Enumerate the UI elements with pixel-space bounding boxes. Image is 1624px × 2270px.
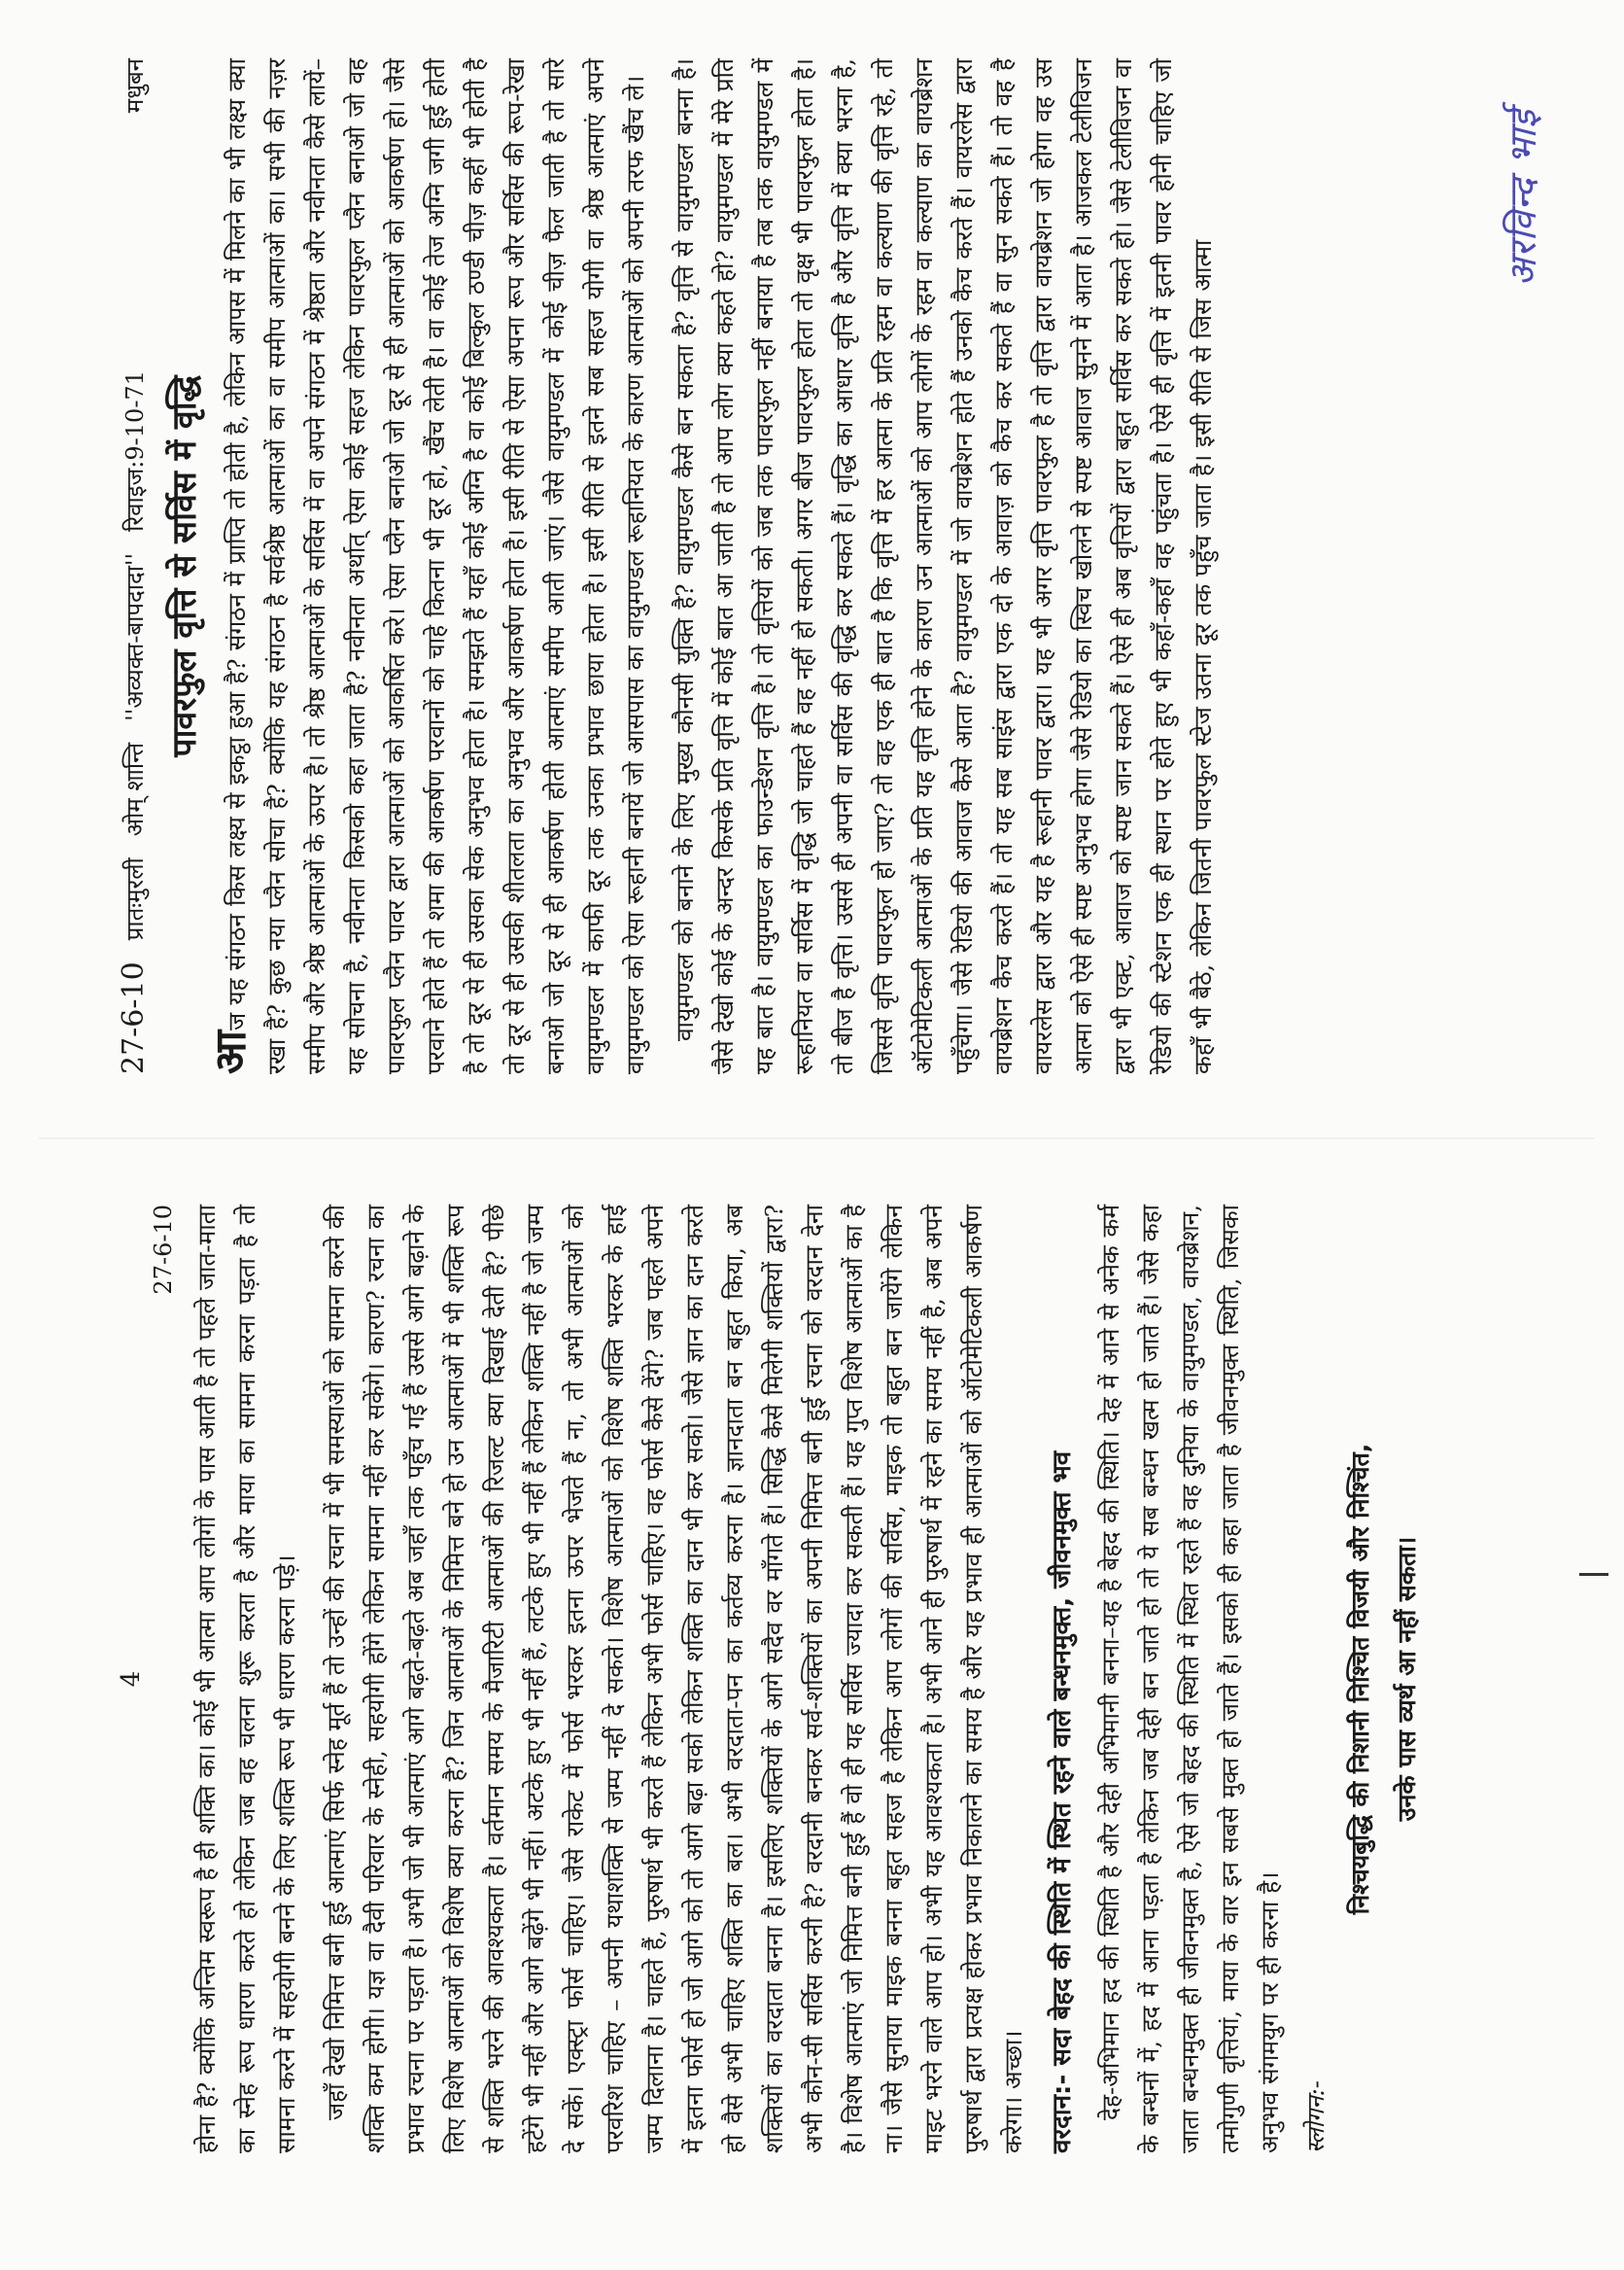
left-paragraph-1: होना है? क्योंकि अन्तिम स्वरूप है ही शक्ति का। कोई भी आत्मा आप लोगों के पास आती है तो पहले जात-माता का स्नेह रूप धारण करते हो लेकिन जब वह चलना शुरू करता है और माया का सामना करना पड़ता है तो सामना करने में सहयोगी बनने के लिए शक्ति रूप भी धारण करना पड़े।: [192, 1205, 300, 2153]
right-page: [0, 0, 1624, 1133]
slogan: [1337, 1205, 1431, 2153]
header-revised: रिवाइज:9-10-71: [121, 370, 149, 532]
vardan-text: देह-अभिमान हद की स्थिति है और देही अभिमानी बनना–यह है बेहद की स्थिति। देह में आने से अनेक कर्म के बन्धनों में, हद में आना पड़ता है लेकिन जब देही बन जाते हो तो ये सब बन्धन खत्म हो जाते हैं। जैसे कहा जाता बन्धनमुक्त ही जीवनमुक्त है, ऐसे जो बेहद की स्थिति में स्थित रहते हैं वह दुनिया के वायुमण्डल, वायब्रेशन, तमोगुणी वृत्तियां, माया के वार इन सबसे मुक्त हो जाते हैं। इसको ही कहा जाता है जीवनमुक्त स्थिति, जिसका अनुभव संगमयुग पर ही करना है।: [1096, 1205, 1284, 2153]
vardan-heading: वरदान:- सदा बेहद की स्थिति में स्थित रहने वाले बन्धनमुक्त, जीवनमुक्त भव: [1048, 1450, 1077, 2153]
header-date: 27-6-10: [117, 961, 151, 1074]
slogan-line-1: निश्चयबुद्धि की निशानी निश्चित विजयी और निश्चिंत,: [1346, 1443, 1374, 1915]
edge-mark: [1579, 1573, 1608, 1576]
slogan-line-2: उनके पास व्यर्थ आ नहीं सकता।: [1393, 1536, 1421, 1822]
header-speaker: ''अव्यक्त-बापदादा'': [121, 552, 149, 721]
slogan-label: स्लोगन:-: [1302, 2080, 1330, 2153]
left-page-date: 27-6-10: [150, 1205, 177, 1295]
right-paragraph-1: [206, 58, 655, 1074]
drop-cap: आ: [206, 1030, 256, 1074]
left-paragraph-2: जहाँ देखो निमित्त बनी हुई आत्माएं सिर्फ स्नेह मूर्त हैं तो उन्हों की रचना में भी समस्याओं को सामना करने की शक्ति कम होगी। यज्ञ वा दैवी परिवार के स्नेही, सहयोगी होंगे लेकिन सामना नहीं कर सकेंगे। कारण? रचना का प्रभाव रचना पर पड़ता है। अभी जो भी आत्माएं आगे बढ़ते-बढ़ते अब जहाँ तक पहुँच गई हैं उससे आगे बढ़ाने के लिए विशेष आत्माओं को विशेष क्या करना है? जिन आत्माओं के निमित्त बने हो उन आत्माओं में भी शक्ति रूप से शक्ति भरने की आवश्यकता है। वर्तमान समय के मैजारिटी आत्माओं की रिजल्ट क्या दिखाई देती है? पीछे हटेंगे भी नहीं और आगे बढ़ेंगे भी नहीं। अटके हुए भी नहीं हैं, लटके हुए भी नहीं हैं लेकिन शक्ति नहीं है जो जम्प दे सकें। एक्स्ट्रा फोर्स चाहिए। जैसे राकेट में फोर्स भरकर इतना ऊपर भेजते हैं ना, तो अभी आत्माओं को परवरिश चाहिए – अपनी यथाशक्ति से जम्प नहीं दे सकते। विशेष आत्माओं को विशेष शक्ति भरकर के हाई जम्प दिलाना है। चाहते हैं, पुरुषार्थ भी करते हैं लेकिन अभी फोर्स चाहिए। वह फोर्स कैसे देंगे? जब पहले अपने में इतना फोर्स हो जो आगे को तो आगे बढ़ा सको लेकिन शक्ति का दान भी कर सको। जैसे ज्ञान का दान करते हो वैसे अभी चाहिए शक्ति का बल। अभी वरदाता-पन का कर्तव्य करना है। ज्ञानदाता बन बहुत किया, अब शक्तियों का वरदाता बनना है। इसलिए शक्तियों के आगे सदैव वर माँगते हैं। सिद्धि कैसे मिलेगी शक्तियों द्वारा? अभी कौन-सी सर्विस करनी है? वरदानी बनकर सर्व-शक्तियों का अपनी निमित्त बनी हुई रचना को वरदान देना है। विशेष आत्माएं जो निमित्त बनी हुई हैं वो ही यह सर्विस ज्यादा कर सकती हैं। यह गुप्त विशेष आत्माओं का है ना। जैसे सुनाया माइक बनना बहुत सहज है लेकिन आप लोगों की सर्विस, माइक तो बहुत बन जायेंगे लेकिन माइट भरने वाले आप हो। अभी यह आवश्यकता है। अभी आने ही पुरुषार्थ में रहने का समय नहीं है, अब अपने पुरुषार्थ द्वारा प्रत्यक्ष होकर प्रभाव निकालने का समय है और यह प्रभाव ही आत्माओं को ऑटोमेटिकली आकर्षण करेगा। अच्छा।: [322, 1205, 1027, 2153]
right-paragraph-2: वायुमण्डल को बनाने के लिए मुख्य कौनसी युक्ति है? वायुमण्डल कैसे बन सकता है? वृत्ति से वायुमण्डल बनना है। जैसे देखो कोई के अन्दर किसके प्रति वृत्ति में कोई बात आ जाती है तो आप लोग क्या कहते हो? वायुमण्डल में मेरे प्रति यह बात है। वायुमण्डल का फाउन्डेशन वृत्ति है। तो वृत्तियों को जब तक पावरफुल नहीं बनाया है तब तक वायुमण्डल में रूहानियत वा सर्विस में वृद्धि जो चाहते हैं वह नहीं हो सकती। अगर बीज पावरफुल होता तो वृक्ष भी पावरफुल होता है। तो बीज है वृत्ति। उससे ही अपनी वा सर्विस की वृद्धि कर सकते हैं। वृद्धि का आधार वृत्ति है और वृत्ति में क्या भरना है, जिससे वृत्ति पावरफुल हो जाए? तो वह एक ही बात है कि वृत्ति में हर आत्मा के प्रति रहम वा कल्याण की वृत्ति रहे, तो ऑटोमेटिकली आत्माओं के प्रति यह वृत्ति होने के कारण उन आत्माओं को आप लोगों के रहम वा कल्याण का वायब्रेशन पहुँचेगा। जैसे रेडियो की आवाज कैसे आता है? वायुमण्डल में जो वायब्रेशन होते हैं उनको कैच करते हैं। वायरलेस द्वारा वायब्रेशन कैच करते हैं। तो यह सब साइंस द्वारा एक दो के आवाज़ को कैच कर सकते हैं वा सुन सकते हैं। तो वह है वायरलेस द्वारा और यह है रूहानी पावर द्वारा। यह भी अगर वृत्ति पावरफुल है तो वृत्ति द्वारा वायब्रेशन जो होगा वह उस आत्मा को ऐसे ही स्पष्ट अनुभव होगा जैसे रेडियो का स्विच खोलने से स्पष्ट आवाज सुनने में आता है। आजकल टेलीविजन द्वारा भी एक्ट, आवाज को स्पष्ट जान सकते हैं। ऐसे ही अब वृत्तियों द्वारा बहुत सर्विस कर सकते हो। जैसे टेलीविजन वा रेडियो की स्टेशन एक ही स्थान पर होते हुए भी कहाँ-कहाँ वह पहुंचता है। ऐसे ही वृत्ति में इतनी पावर होनी चाहिए जो कहाँ भी बैठे, लेकिन जितनी पावरफुल स्टेज उतना दूर तक पहुँच जाता है। इसी रीति से जिस आत्मा: [671, 58, 1217, 1074]
handwritten-note: अरविन्द भाई: [1502, 109, 1544, 287]
left-page: [0, 1142, 1624, 2270]
murli-header: [117, 58, 151, 1074]
header-om-shanti: ओम् शान्ति: [121, 742, 149, 837]
page-number: 4: [117, 1670, 146, 1688]
header-morning: प्रातःमुरली: [121, 857, 149, 941]
murli-title: पावरफुल वृत्ति से सर्विस में वृद्धि: [165, 375, 204, 757]
header-city: मधुबन: [121, 58, 149, 114]
right-paragraph-1-text: ज यह संगठन किस लक्ष्य से इकट्ठा हुआ है? संगठन में प्राप्ति तो होती है, लेकिन आपस में मिलने का भी लक्ष्य क्या रखा है? कुछ नया प्लैन सोचा है? क्योंकि यह संगठन है सर्वश्रेष्ठ आत्माओं का वा समीप आत्माओं का। सभी की नज़र समीप और श्रेष्ठ आत्माओं के ऊपर है। तो श्रेष्ठ आत्माओं के सर्विस में वा अपने संगठन में श्रेष्ठता और नवीनता कैसे लायें–यह सोचना है, नवीनता किसको कहा जाता है? नवीनता अर्थात् ऐसा कोई सहज लेकिन पावरफुल प्लैन बनाओ जो वह पावरफुल प्लैन पावर द्वारा आत्माओं को आकर्षित करे। ऐसा प्लैन बनाओ जो दूर से ही आत्माओं को आकर्षण हो। जैसे परवाने होते हैं तो शमा की आकर्षण परवानों को चाहे कितना भी दूर हो, खैंच लेती है। वा कोई तेज अग्नि जगी हुई होती है तो दूर से ही उसका सेक अनुभव होता है। समझते हैं यहाँ कोई अग्नि है वा कोई बिल्कुल ठण्डी चीज़ कहीं भी होती है तो दूर से ही उसकी शीतलता का अनुभव और आकर्षण होता है। इसी रीति से ऐसा अपना रूप और सर्विस की रूप-रेखा बनाओ जो दूर से ही आकर्षण होती आत्माएं समीप आती जाएं। जैसे वायुमण्डल में कोई चीज़ फैल जाती है तो सारे वायुमण्डल में काफी दूर तक उनका प्रभाव छाया होता है। इसी रीति से इतने सब सहज योगी वा श्रेष्ठ आत्माएं अपने वायुमण्डल को ऐसा रूहानी बनायें जो आसपास का वायुमण्डल रूहानियत के कारण आत्माओं को अपनी तरफ खैंच ले।: [223, 58, 649, 1074]
page-fold: [39, 1137, 1594, 1139]
